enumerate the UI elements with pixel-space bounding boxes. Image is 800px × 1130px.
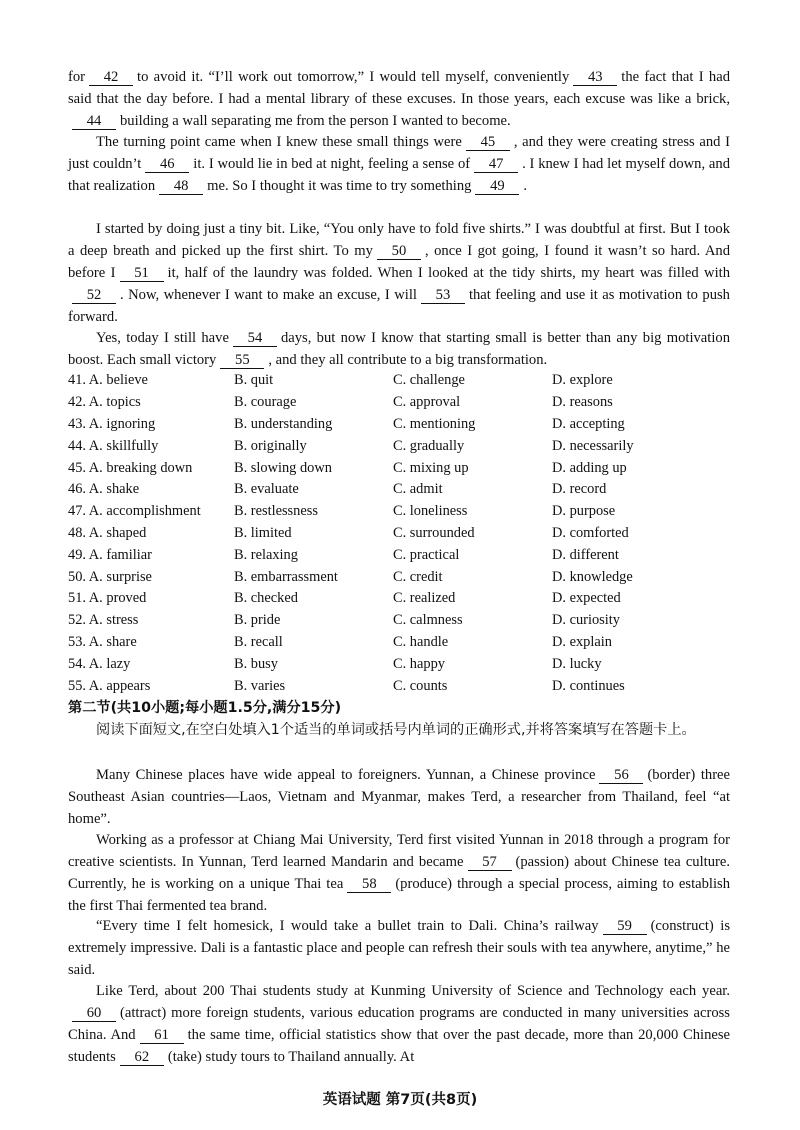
- option-b: B. embarrassment: [234, 568, 338, 585]
- option-row: [68, 414, 748, 436]
- option-b: B. busy: [234, 655, 278, 672]
- option-row: [68, 501, 748, 523]
- blank-44: 44: [72, 113, 116, 130]
- option-d: D. curiosity: [552, 612, 620, 629]
- option-b: B. recall: [234, 633, 283, 650]
- option-c: C. challenge: [393, 372, 465, 389]
- grammar-paragraph-3: “Every time I felt homesick, I would take a bullet train to Dali. China’s railway 59 (construct) is extremely impressive. Dali is a fantastic place and people can refresh their souls with tea anywhere, anytime,” he said.: [68, 918, 730, 978]
- option-a: 44. A. skillfully: [68, 437, 159, 454]
- option-c: C. calmness: [393, 612, 463, 629]
- option-c: C. counts: [393, 677, 448, 694]
- option-a: 43. A. ignoring: [68, 415, 156, 432]
- option-a: 55. A. appears: [68, 677, 151, 694]
- option-d: D. comforted: [552, 524, 629, 541]
- cloze-paragraph-1: for 42 to avoid it. “I’ll work out tomorrow,” I would tell myself, conveniently 43 the fact that I had said that the day before. I had a mental library of these excuses. In those years, each excuse was like a brick,44 building a wall separating me from the person I wanted to become.: [68, 69, 730, 129]
- blank-57: 57: [468, 854, 512, 871]
- blank-55: 55: [220, 352, 264, 369]
- option-d: D. different: [552, 546, 619, 563]
- option-b: B. quit: [234, 372, 274, 389]
- option-c: C. practical: [393, 546, 460, 563]
- option-c: C. approval: [393, 394, 461, 411]
- option-c: C. handle: [393, 633, 449, 650]
- option-c: C. loneliness: [393, 503, 468, 520]
- option-a: 49. A. familiar: [68, 546, 152, 563]
- option-a: 54. A. lazy: [68, 655, 131, 672]
- option-b: B. limited: [234, 524, 292, 541]
- option-row: [68, 523, 748, 545]
- option-row: [68, 675, 748, 697]
- section-heading: 第二节(共10小题;每小题1.5分,满分15分): [68, 700, 342, 716]
- option-a: 48. A. shaped: [68, 524, 147, 541]
- grammar-paragraph-2: Working as a professor at Chiang Mai University, Terd first visited Yunnan in 2018 through a program for creative scientists. In Yunnan, Terd learned Mandarin and became 57 (passion) about Chinese tea culture. Currently, he is working on a unique Thai tea 58 (produce) through a special process, aiming to establish the first Thai fermented tea brand.: [68, 832, 731, 914]
- cloze-options: [68, 370, 748, 697]
- option-d: D. accepting: [552, 415, 625, 432]
- blank-51: 51: [120, 265, 164, 282]
- blank-46: 46: [145, 156, 189, 173]
- option-d: D. explore: [552, 372, 613, 389]
- option-d: D. explain: [552, 633, 612, 650]
- option-row: [68, 435, 748, 457]
- blank-53: 53: [421, 287, 465, 304]
- option-c: C. surrounded: [393, 524, 475, 541]
- blank-47: 47: [474, 156, 518, 173]
- option-d: D. continues: [552, 677, 625, 694]
- option-c: C. admit: [393, 481, 443, 498]
- blank-49: 49: [475, 178, 519, 195]
- grammar-paragraph-1: Many Chinese places have wide appeal to foreigners. Yunnan, a Chinese province 56 (border) three Southeast Asian countries—Laos, Vietnam and Myanmar, makes Terd, a researcher from Thailand, feel “at home”.: [68, 767, 731, 827]
- cloze-paragraph-2: The turning point came when I knew these small things were 45 , and they were creating stress and I just couldn’t 46 it. I would lie in bed at night, feeling a sense of 47 . I knew I had let myself down, and that realization 48 me. So I thought it was time to try something 49 .: [68, 134, 731, 194]
- option-c: C. mentioning: [393, 415, 476, 432]
- option-a: 45. A. breaking down: [68, 459, 193, 476]
- option-row: [68, 544, 748, 566]
- option-a: 42. A. topics: [68, 394, 141, 411]
- option-a: 41. A. believe: [68, 372, 148, 389]
- blank-61: 61: [140, 1027, 184, 1044]
- option-a: 50. A. surprise: [68, 568, 152, 585]
- option-c: C. happy: [393, 655, 445, 672]
- option-b: B. varies: [234, 677, 286, 694]
- option-b: B. relaxing: [234, 546, 298, 563]
- option-d: D. necessarily: [552, 437, 634, 454]
- option-b: B. courage: [234, 394, 297, 411]
- option-a: 47. A. accomplishment: [68, 503, 201, 520]
- option-d: D. expected: [552, 590, 621, 607]
- blank-45: 45: [466, 134, 510, 151]
- cloze-paragraph-4: Yes, today I still have 54 days, but now I know that starting small is better than any big motivation boost. Each small victory 55 , and they all contribute to a big transformation.: [68, 330, 730, 368]
- option-a: 46. A. shake: [68, 481, 140, 498]
- option-d: D. purpose: [552, 503, 616, 520]
- option-row: [68, 479, 748, 501]
- blank-58: 58: [347, 876, 391, 893]
- blank-59: 59: [603, 918, 647, 935]
- option-b: B. restlessness: [234, 503, 318, 520]
- option-b: B. evaluate: [234, 481, 299, 498]
- option-a: 53. A. share: [68, 633, 137, 650]
- blank-50: 50: [377, 243, 421, 260]
- option-b: B. checked: [234, 590, 298, 607]
- blank-60: 60: [72, 1005, 116, 1022]
- option-a: 51. A. proved: [68, 590, 147, 607]
- blank-52: 52: [72, 287, 116, 304]
- option-row: [68, 632, 748, 654]
- option-row: [68, 392, 748, 414]
- option-c: C. credit: [393, 568, 443, 585]
- blank-56: 56: [599, 767, 643, 784]
- option-row: [68, 588, 748, 610]
- blank-42: 42: [89, 69, 133, 86]
- blank-54: 54: [233, 330, 277, 347]
- option-row: [68, 653, 748, 675]
- option-row: [68, 610, 748, 632]
- option-row: [68, 370, 748, 392]
- option-row: [68, 457, 748, 479]
- option-c: C. realized: [393, 590, 456, 607]
- blank-62: 62: [120, 1049, 164, 1066]
- option-b: B. originally: [234, 437, 307, 454]
- section-instruction: 阅读下面短文,在空白处填入1个适当的单词或括号内单词的正确形式,并将答案填写在答题卡上。: [96, 722, 696, 738]
- option-row: [68, 566, 748, 588]
- blank-43: 43: [573, 69, 617, 86]
- option-b: B. understanding: [234, 415, 333, 432]
- blank-48: 48: [159, 178, 203, 195]
- option-d: D. lucky: [552, 655, 602, 672]
- option-d: D. knowledge: [552, 568, 633, 585]
- option-b: B. slowing down: [234, 459, 332, 476]
- option-d: D. record: [552, 481, 607, 498]
- option-c: C. gradually: [393, 437, 465, 454]
- option-d: D. reasons: [552, 394, 613, 411]
- page-footer: 英语试题 第7页(共8页): [322, 1092, 478, 1108]
- option-c: C. mixing up: [393, 459, 469, 476]
- option-b: B. pride: [234, 612, 281, 629]
- option-a: 52. A. stress: [68, 612, 139, 629]
- option-d: D. adding up: [552, 459, 627, 476]
- grammar-paragraph-4: Like Terd, about 200 Thai students study at Kunming University of Science and Technology each year.60 (attract) more foreign students, various education programs are conducted in many universities across China. And 61 the same time, official statistics show that over the past decade, more than 20,000 Chinese students 62 (take) study tours to Thailand annually. At: [68, 983, 731, 1065]
- cloze-paragraph-3: I started by doing just a tiny bit. Like, “You only have to fold five shirts.” I was doubtful at first. But I took a deep breath and picked up the first shirt. To my 50 , once I got going, I found it wasn’t so hard. And before I 51 it, half of the laundry was folded. When I looked at the tidy shirts, my heart was filled with52 . Now, whenever I want to make an excuse, I will 53 that feeling and use it as motivation to push forward.: [68, 221, 731, 325]
